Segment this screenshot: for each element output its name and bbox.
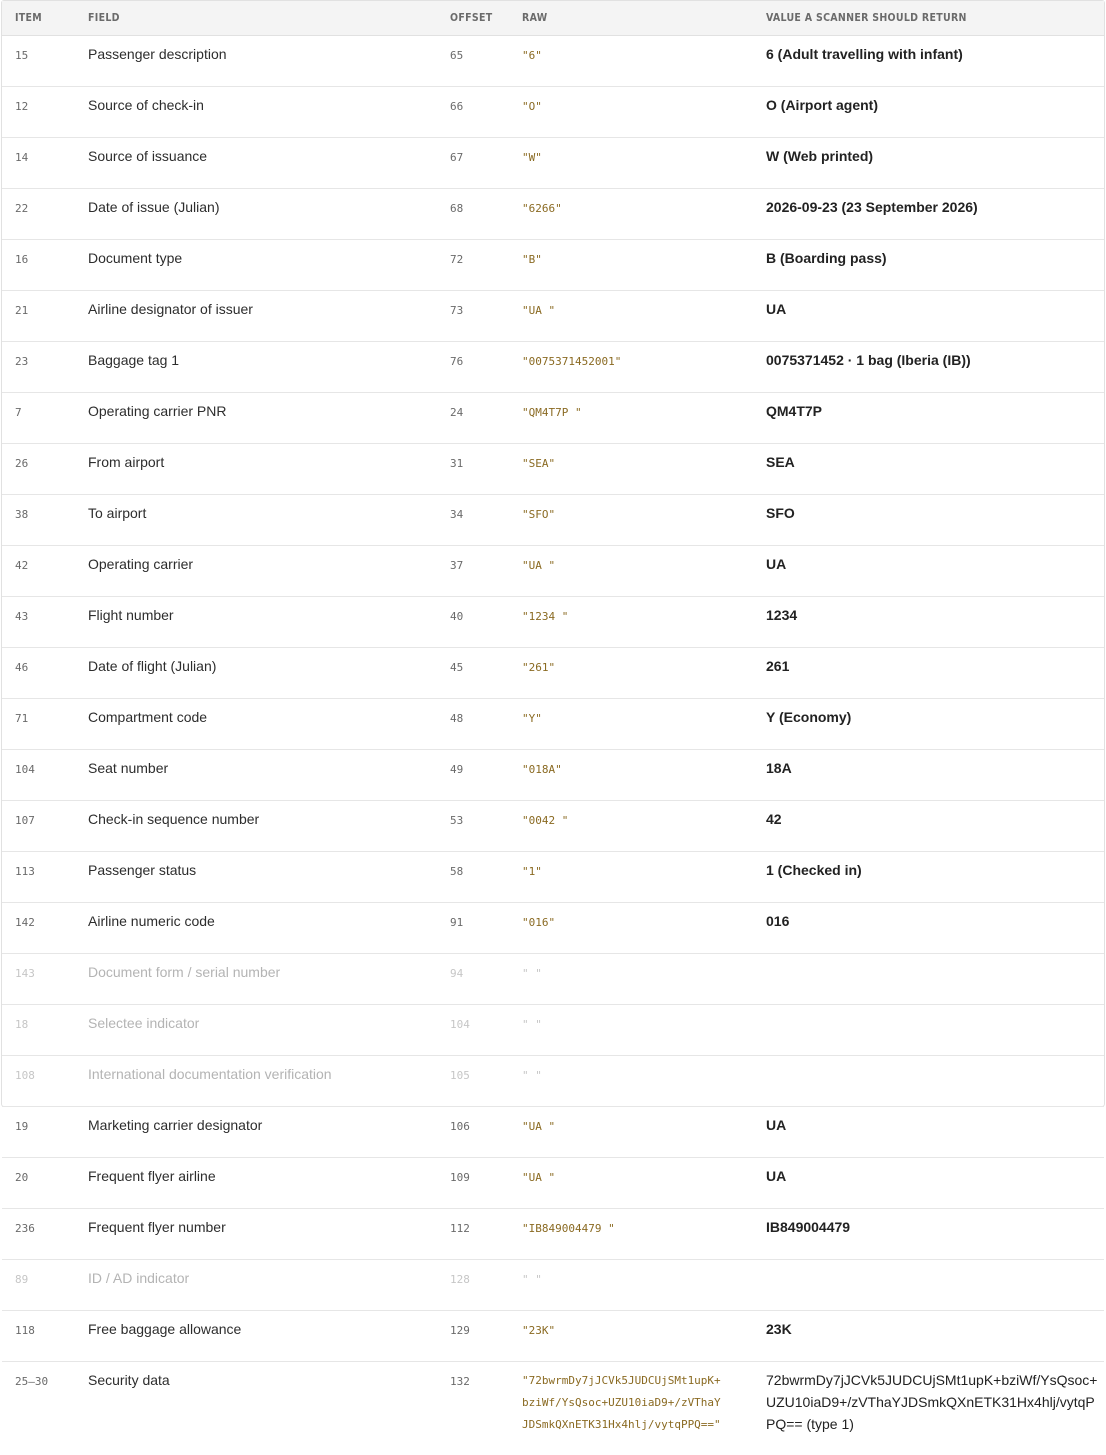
- field-name-cell: To airport: [74, 495, 434, 546]
- item-cell: 19: [2, 1107, 74, 1158]
- offset-cell: 24: [434, 393, 506, 444]
- scanner-value-cell: 016: [750, 903, 1104, 954]
- field-name-cell: Marketing carrier designator: [74, 1107, 434, 1158]
- item-cell: 14: [2, 138, 74, 189]
- offset-cell: 40: [434, 597, 506, 648]
- table-row: [2, 1158, 1104, 1209]
- offset-cell: 49: [434, 750, 506, 801]
- scanner-value-cell: [750, 954, 1104, 1005]
- raw-value-cell: "1234 ": [506, 597, 750, 648]
- offset-cell: 104: [434, 1005, 506, 1056]
- scanner-value-cell: O (Airport agent): [750, 87, 1104, 138]
- field-name-cell: Frequent flyer airline: [74, 1158, 434, 1209]
- raw-value-cell: " ": [506, 1260, 750, 1311]
- item-cell: 113: [2, 852, 74, 903]
- table-row: [2, 954, 1104, 1005]
- raw-value-cell: "0042 ": [506, 801, 750, 852]
- header-row: [2, 1, 1104, 36]
- item-cell: 43: [2, 597, 74, 648]
- item-cell: 15: [2, 36, 74, 87]
- scanner-value-cell: 6 (Adult travelling with infant): [750, 36, 1104, 87]
- column-header-field: FIELD: [74, 1, 434, 36]
- offset-cell: 76: [434, 342, 506, 393]
- field-name-cell: Selectee indicator: [74, 1005, 434, 1056]
- field-name-cell: Operating carrier PNR: [74, 393, 434, 444]
- item-cell: 71: [2, 699, 74, 750]
- scanner-value-cell: 72bwrmDy7jJCVk5JUDCUjSMt1upK+bziWf/YsQsoc+UZU10iaD9+/zVThaYJDSmkQXnETK31Hx4hlj/vytqPPQ== (type 1): [750, 1362, 1104, 1455]
- table-row: [2, 291, 1104, 342]
- field-name-cell: Frequent flyer number: [74, 1209, 434, 1260]
- scanner-value-cell: IB849004479: [750, 1209, 1104, 1260]
- scanner-value-cell: Y (Economy): [750, 699, 1104, 750]
- scanner-value-cell: UA: [750, 1107, 1104, 1158]
- scanner-value-cell: UA: [750, 1158, 1104, 1209]
- offset-cell: 67: [434, 138, 506, 189]
- scanner-value-cell: 0075371452 · 1 bag (Iberia (IB)): [750, 342, 1104, 393]
- field-name-cell: Compartment code: [74, 699, 434, 750]
- field-name-cell: Passenger description: [74, 36, 434, 87]
- field-name-cell: Baggage tag 1: [74, 342, 434, 393]
- raw-value-cell: "0075371452001": [506, 342, 750, 393]
- table-row: [2, 189, 1104, 240]
- offset-cell: 45: [434, 648, 506, 699]
- field-name-cell: Security data: [74, 1362, 434, 1455]
- scanner-value-cell: 1 (Checked in): [750, 852, 1104, 903]
- table-row: [2, 36, 1104, 87]
- item-cell: 20: [2, 1158, 74, 1209]
- field-name-cell: International documentation verification: [74, 1056, 434, 1107]
- field-name-cell: Document form / serial number: [74, 954, 434, 1005]
- offset-cell: 112: [434, 1209, 506, 1260]
- item-cell: 118: [2, 1311, 74, 1362]
- offset-cell: 37: [434, 546, 506, 597]
- offset-cell: 31: [434, 444, 506, 495]
- table-body: [2, 36, 1104, 1455]
- scanner-value-cell: [750, 1056, 1104, 1107]
- raw-value-cell: "UA ": [506, 1107, 750, 1158]
- scanner-value-cell: [750, 1260, 1104, 1311]
- table-row: [2, 495, 1104, 546]
- item-cell: 22: [2, 189, 74, 240]
- field-name-cell: ID / AD indicator: [74, 1260, 434, 1311]
- field-name-cell: Seat number: [74, 750, 434, 801]
- table-row: [2, 648, 1104, 699]
- offset-cell: 106: [434, 1107, 506, 1158]
- field-name-cell: Date of flight (Julian): [74, 648, 434, 699]
- raw-value-cell: "6266": [506, 189, 750, 240]
- raw-value-cell: "261": [506, 648, 750, 699]
- offset-cell: 109: [434, 1158, 506, 1209]
- scanner-value-cell: UA: [750, 546, 1104, 597]
- field-name-cell: Check-in sequence number: [74, 801, 434, 852]
- table-row: [2, 1260, 1104, 1311]
- table-row: [2, 1209, 1104, 1260]
- scanner-value-cell: UA: [750, 291, 1104, 342]
- table-row: [2, 852, 1104, 903]
- raw-value-cell: "1": [506, 852, 750, 903]
- raw-value-cell: " ": [506, 1056, 750, 1107]
- raw-value-cell: "018A": [506, 750, 750, 801]
- raw-value-cell: "SFO": [506, 495, 750, 546]
- raw-value-cell: "Y": [506, 699, 750, 750]
- item-cell: 38: [2, 495, 74, 546]
- field-name-cell: Date of issue (Julian): [74, 189, 434, 240]
- raw-value-cell: "W": [506, 138, 750, 189]
- raw-value-cell: "72bwrmDy7jJCVk5JUDCUjSMt1upK+ bziWf/YsQsoc+UZU10iaD9+/zVThaY JDSmkQXnETK31Hx4hlj/vytqPPQ==": [506, 1362, 750, 1455]
- field-name-cell: Free baggage allowance: [74, 1311, 434, 1362]
- table-row: [2, 750, 1104, 801]
- item-cell: 104: [2, 750, 74, 801]
- item-cell: 46: [2, 648, 74, 699]
- scanner-value-cell: 1234: [750, 597, 1104, 648]
- raw-value-cell: "B": [506, 240, 750, 291]
- item-cell: 25–30: [2, 1362, 74, 1455]
- offset-cell: 129: [434, 1311, 506, 1362]
- offset-cell: 65: [434, 36, 506, 87]
- raw-value-cell: "016": [506, 903, 750, 954]
- item-cell: 142: [2, 903, 74, 954]
- column-header-raw: RAW: [506, 1, 750, 36]
- raw-value-cell: "6": [506, 36, 750, 87]
- scanner-value-cell: 261: [750, 648, 1104, 699]
- item-cell: 42: [2, 546, 74, 597]
- offset-cell: 105: [434, 1056, 506, 1107]
- offset-cell: 128: [434, 1260, 506, 1311]
- scanner-value-cell: 2026-09-23 (23 September 2026): [750, 189, 1104, 240]
- table-row: [2, 1311, 1104, 1362]
- offset-cell: 91: [434, 903, 506, 954]
- field-name-cell: Operating carrier: [74, 546, 434, 597]
- item-cell: 16: [2, 240, 74, 291]
- raw-value-cell: " ": [506, 954, 750, 1005]
- raw-value-cell: "QM4T7P ": [506, 393, 750, 444]
- raw-value-cell: "23K": [506, 1311, 750, 1362]
- offset-cell: 73: [434, 291, 506, 342]
- scanner-value-cell: SFO: [750, 495, 1104, 546]
- table-row: [2, 1107, 1104, 1158]
- column-header-offset: OFFSET: [434, 1, 506, 36]
- scanner-value-cell: 18A: [750, 750, 1104, 801]
- raw-value-cell: "UA ": [506, 291, 750, 342]
- item-cell: 23: [2, 342, 74, 393]
- item-cell: 89: [2, 1260, 74, 1311]
- table-row: [2, 801, 1104, 852]
- table-row: [2, 1056, 1104, 1107]
- raw-value-cell: "UA ": [506, 1158, 750, 1209]
- item-cell: 18: [2, 1005, 74, 1056]
- table-row: [2, 1362, 1104, 1455]
- offset-cell: 34: [434, 495, 506, 546]
- raw-value-cell: "UA ": [506, 546, 750, 597]
- scanner-value-cell: [750, 1005, 1104, 1056]
- scanner-value-cell: B (Boarding pass): [750, 240, 1104, 291]
- field-name-cell: Document type: [74, 240, 434, 291]
- column-header-item: ITEM: [2, 1, 74, 36]
- column-header-value: VALUE A SCANNER SHOULD RETURN: [750, 1, 1104, 36]
- item-cell: 12: [2, 87, 74, 138]
- field-name-cell: Passenger status: [74, 852, 434, 903]
- table-row: [2, 903, 1104, 954]
- raw-value-cell: "O": [506, 87, 750, 138]
- table-row: [2, 342, 1104, 393]
- field-name-cell: Source of check-in: [74, 87, 434, 138]
- field-name-cell: Airline designator of issuer: [74, 291, 434, 342]
- offset-cell: 48: [434, 699, 506, 750]
- field-name-cell: Airline numeric code: [74, 903, 434, 954]
- scanner-value-cell: SEA: [750, 444, 1104, 495]
- item-cell: 236: [2, 1209, 74, 1260]
- offset-cell: 68: [434, 189, 506, 240]
- raw-value-cell: "SEA": [506, 444, 750, 495]
- field-name-cell: Source of issuance: [74, 138, 434, 189]
- scanner-value-cell: 23K: [750, 1311, 1104, 1362]
- table-row: [2, 546, 1104, 597]
- table-row: [2, 87, 1104, 138]
- item-cell: 143: [2, 954, 74, 1005]
- raw-value-cell: "IB849004479 ": [506, 1209, 750, 1260]
- offset-cell: 72: [434, 240, 506, 291]
- offset-cell: 94: [434, 954, 506, 1005]
- item-cell: 26: [2, 444, 74, 495]
- offset-cell: 58: [434, 852, 506, 903]
- offset-cell: 66: [434, 87, 506, 138]
- offset-cell: 132: [434, 1362, 506, 1455]
- item-cell: 107: [2, 801, 74, 852]
- table-row: [2, 444, 1104, 495]
- offset-cell: 53: [434, 801, 506, 852]
- scanner-value-cell: QM4T7P: [750, 393, 1104, 444]
- raw-value-cell: " ": [506, 1005, 750, 1056]
- item-cell: 21: [2, 291, 74, 342]
- table-row: [2, 1005, 1104, 1056]
- table-row: [2, 240, 1104, 291]
- table-header: [2, 1, 1104, 36]
- table-row: [2, 597, 1104, 648]
- item-cell: 108: [2, 1056, 74, 1107]
- field-name-cell: Flight number: [74, 597, 434, 648]
- table-row: [2, 138, 1104, 189]
- item-cell: 7: [2, 393, 74, 444]
- field-table-container: [1, 0, 1105, 1107]
- table-row: [2, 699, 1104, 750]
- scanner-value-cell: 42: [750, 801, 1104, 852]
- table-row: [2, 393, 1104, 444]
- scanner-value-cell: W (Web printed): [750, 138, 1104, 189]
- field-name-cell: From airport: [74, 444, 434, 495]
- boarding-pass-field-table: [2, 1, 1104, 1455]
